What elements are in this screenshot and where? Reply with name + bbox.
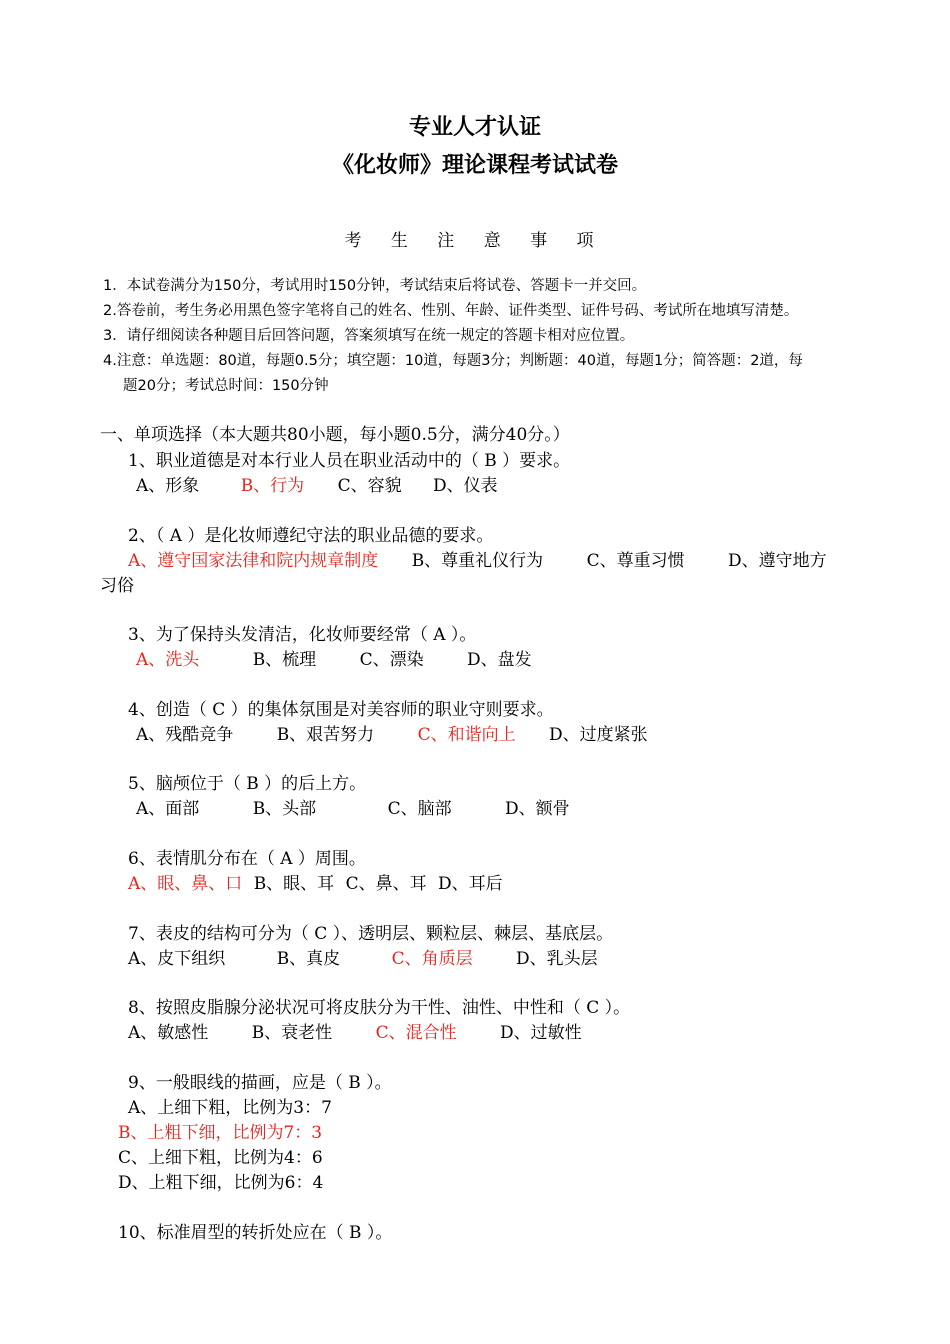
- question-6-stem: 6、表情肌分布在（ A ）周围。: [128, 849, 366, 869]
- option-c: C、容貌: [337, 476, 402, 496]
- question-2-stem: 2、（ A ）是化妆师遵纪守法的职业品德的要求。: [128, 526, 494, 546]
- option-d: D、乳头层: [516, 949, 598, 969]
- note-item: 3．请仔细阅读各种题目后回答问题，答案须填写在统一规定的答题卡相对应位置。: [103, 328, 635, 344]
- question-7-options: [128, 947, 598, 972]
- option-c: C、鼻、耳: [345, 874, 427, 894]
- question-3-options: [136, 648, 532, 673]
- question-4-stem: 4、创造（ C ）的集体氛围是对美容师的职业守则要求。: [128, 700, 554, 720]
- note-item-continued: 题20分；考试总时间：150分钟: [123, 378, 329, 394]
- option-d: D、过敏性: [500, 1023, 582, 1043]
- option-c-correct: C、角质层: [391, 949, 473, 969]
- question-2-option-d-continued: 习俗: [100, 576, 134, 596]
- question-1-options: [136, 474, 498, 499]
- option-b: B、尊重礼仪行为: [411, 551, 544, 571]
- option-d: D、额骨: [505, 799, 570, 819]
- question-7-stem: 7、表皮的结构可分为（ C ）、透明层、颗粒层、棘层、基底层。: [128, 924, 614, 944]
- question-6-options: [128, 872, 503, 897]
- question-9-option-c: C、上细下粗，比例为4：6: [118, 1148, 323, 1168]
- notice-heading: 考 生 注 意 事 项: [344, 231, 606, 251]
- question-5-options: [136, 797, 570, 822]
- option-b: B、衰老性: [251, 1023, 333, 1043]
- question-8-stem: 8、按照皮脂腺分泌状况可将皮肤分为干性、油性、中性和（ C ）。: [128, 998, 631, 1018]
- option-d: D、遵守地方: [728, 551, 827, 571]
- question-1-stem: 1、职业道德是对本行业人员在职业活动中的（ B ）要求。: [128, 451, 571, 471]
- option-a: A、面部: [136, 799, 200, 819]
- option-b: B、梳理: [252, 650, 317, 670]
- option-a-correct: A、眼、鼻、口: [128, 874, 243, 894]
- note-item: 2.答卷前，考生务必用黑色签字笔将自己的姓名、性别、年龄、证件类型、证件号码、考试所在地填写清楚。: [103, 303, 799, 319]
- option-a: A、皮下组织: [128, 949, 226, 969]
- option-a: A、敏感性: [128, 1023, 209, 1043]
- option-d: D、仪表: [433, 476, 498, 496]
- option-c-correct: C、混合性: [375, 1023, 457, 1043]
- section-heading: 一、单项选择（本大题共80小题，每小题0.5分，满分40分。）: [100, 425, 570, 445]
- option-b: B、艰苦努力: [276, 725, 375, 745]
- option-a-correct: A、遵守国家法律和院内规章制度: [128, 551, 379, 571]
- option-c: C、漂染: [359, 650, 424, 670]
- option-b: B、真皮: [276, 949, 341, 969]
- question-4-options: [136, 723, 648, 748]
- question-9-option-d: D、上粗下细，比例为6：4: [118, 1173, 324, 1193]
- question-9-stem: 9、一般眼线的描画，应是（ B ）。: [128, 1073, 392, 1093]
- option-a: A、形象: [136, 476, 200, 496]
- option-b: B、眼、耳: [253, 874, 335, 894]
- option-b-correct: B、行为: [240, 476, 305, 496]
- question-9-option-a: A、上细下粗，比例为3：7: [128, 1098, 332, 1118]
- exam-notes: [103, 274, 873, 399]
- option-c-correct: C、和谐向上: [417, 725, 516, 745]
- option-d: D、耳后: [438, 874, 503, 894]
- option-a: A、残酷竞争: [136, 725, 234, 745]
- option-a-correct: A、洗头: [136, 650, 200, 670]
- certification-title: 专业人才认证: [408, 115, 541, 140]
- exam-title: 《化妆师》理论课程考试试卷: [331, 153, 618, 178]
- note-item: 4.注意：单选题：80道，每题0.5分；填空题：10道，每题3分；判断题：40道，每题1分；简答题：2道，每: [103, 353, 803, 369]
- question-5-stem: 5、脑颅位于（ B ）的后上方。: [128, 774, 367, 794]
- question-3-stem: 3、为了保持头发清洁，化妆师要经常（ A ）。: [128, 625, 477, 645]
- note-item: 1．本试卷满分为150分，考试用时150分钟，考试结束后将试卷、答题卡一并交回。: [103, 278, 647, 294]
- question-2-options: [128, 549, 827, 574]
- option-d: D、过度紧张: [549, 725, 648, 745]
- option-c: C、脑部: [387, 799, 452, 819]
- option-c: C、尊重习惯: [586, 551, 685, 571]
- question-10-stem: 10、标准眉型的转折处应在（ B ）。: [118, 1223, 393, 1243]
- option-d: D、盘发: [467, 650, 532, 670]
- question-9-option-b-correct: B、上粗下细，比例为7：3: [118, 1123, 323, 1143]
- option-b: B、头部: [252, 799, 317, 819]
- question-8-options: [128, 1021, 582, 1046]
